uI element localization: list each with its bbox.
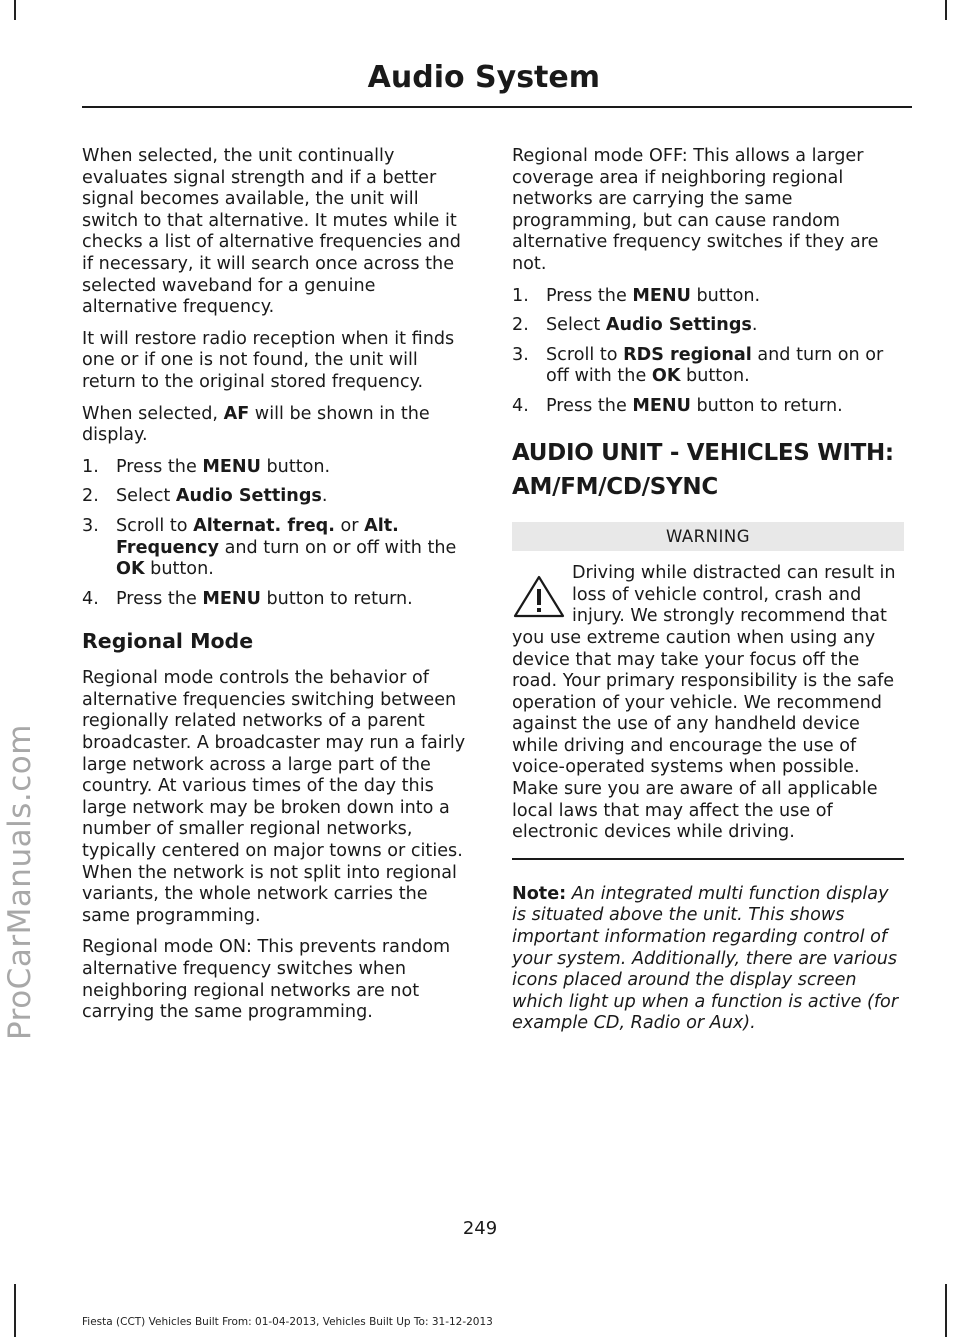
watermark: ProCarManuals.com — [2, 724, 38, 1040]
footer: Fiesta (CCT) Vehicles Built From: 01-04-2013, Vehicles Built Up To: 31-12-2013 — [82, 1316, 493, 1328]
steps-list — [512, 286, 904, 418]
warning-text: Driving while distracted can result in loss of vehicle control, crash and injury. We strongly recommend that you use extreme caution when using any device that may take your focus off the road. Your primary responsibility is the safe operation of your vehicle. We recommend against the use of any handheld device while driving and encourage the use of voice-operated systems when possible. Make sure you are aware of all applicable local laws that may affect the use of electronic devices while driving. — [512, 563, 896, 843]
crop-mark — [945, 1284, 947, 1337]
page-number: 249 — [462, 1218, 498, 1239]
subheading: Regional Mode — [82, 629, 254, 654]
list-item: 1. Press the MENU button. — [82, 456, 331, 477]
paragraph: When selected, the unit continually evaluates signal strength and if a better signal becomes available, the unit will switch to that alternative. It mutes while it checks a list of alternative frequencies and if necessary, it will search once across the selected waveband for a genuine alternative frequency. — [82, 146, 461, 318]
warning-end-rule — [512, 858, 904, 860]
left-column — [82, 146, 474, 1034]
paragraph: Regional mode ON: This prevents random alternative frequency switches when neighboring regional networks are not carrying the same programming. — [82, 937, 451, 1023]
header-rule — [82, 106, 912, 108]
right-column — [512, 146, 904, 1035]
paragraph: Regional mode OFF: This allows a larger coverage area if neighboring regional networks are carrying the same programming, but can cause random alternative frequency switches if they are not. — [512, 146, 879, 274]
list-item: 2. Select Audio Settings. — [512, 315, 758, 336]
list-item: 4. Press the MENU button to return. — [512, 395, 843, 416]
crop-mark — [14, 0, 16, 20]
crop-mark — [945, 0, 947, 20]
page-title: Audio System — [367, 60, 600, 95]
paragraph: It will restore radio reception when it finds one or if one is not found, the unit will return to the original stored frequency. — [82, 328, 455, 392]
list-item: 3. Scroll to RDS regional and turn on or off with the OK button. — [512, 344, 884, 387]
list-item: 1. Press the MENU button. — [512, 285, 761, 306]
paragraph: When selected, AF will be shown in the display. — [82, 403, 430, 446]
crop-mark — [14, 1284, 16, 1337]
warning-box — [512, 522, 904, 860]
note: Note: An integrated multi function display is situated above the unit. This shows important information regarding control of your system. Additionally, there are various icons placed around the display screen which light up when a function is active (for example CD, Radio or Aux). — [512, 883, 899, 1034]
list-item: 3. Scroll to Alternat. freq. or Alt. Frequency and turn on or off with the OK button. — [82, 515, 457, 580]
steps-list — [82, 457, 474, 611]
warning-label: WARNING — [512, 522, 904, 552]
section-heading: AUDIO UNIT - VEHICLES WITH: AM/FM/CD/SYNC — [512, 439, 894, 500]
list-item: 4. Press the MENU button to return. — [82, 588, 413, 609]
paragraph: Regional mode controls the behavior of alternative frequencies switching between regionally related networks of a parent broadcaster. A broadcaster may run a fairly large network across a large part of the country. At various times of the day this large network may be broken down into a number of smaller regional networks, typically centered on major towns or cities. When the network is not split into regional variants, the whole network carries the same programming. — [82, 668, 466, 926]
warning-triangle-icon — [512, 573, 566, 619]
list-item: 2. Select Audio Settings. — [82, 486, 328, 507]
